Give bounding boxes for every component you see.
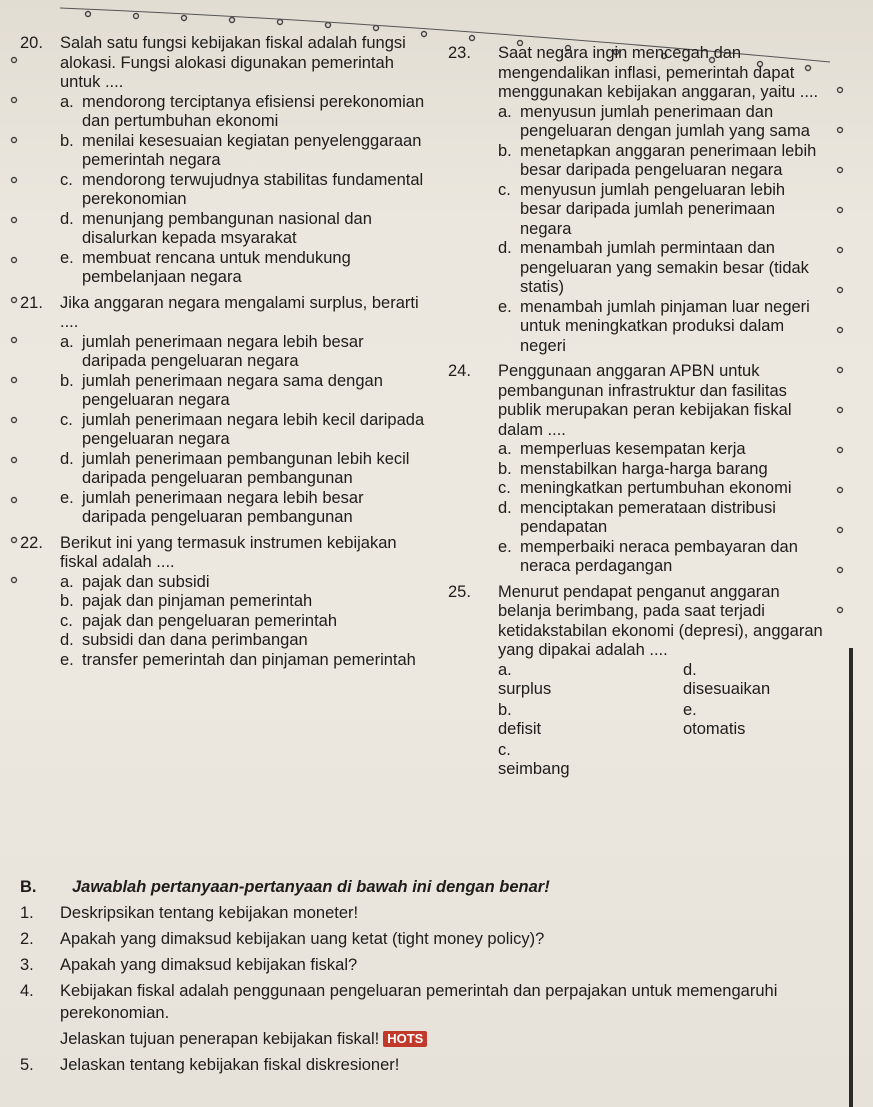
option[interactable]: d. menciptakan pemerataan distribusi pendapatan bbox=[498, 498, 776, 536]
option[interactable]: e. menambah jumlah pinjaman luar negeri untuk meningkatkan produksi dalam negeri bbox=[498, 297, 810, 355]
essay-item: 5. Jelaskan tentang kebijakan fiskal diskresioner! bbox=[20, 1056, 400, 1074]
option[interactable]: c. meningkatkan pertumbuhan ekonomi bbox=[498, 479, 792, 497]
option[interactable]: d. menunjang pembangunan nasional dan disalurkan kepada msyarakat bbox=[60, 209, 372, 247]
option[interactable]: d. menambah jumlah permintaan dan pengeluaran yang semakin besar (tidak statis) bbox=[498, 239, 809, 296]
page-edge-line bbox=[849, 648, 853, 1107]
option[interactable]: a. mendorong terciptanya efisiensi perekonomian dan pertumbuhan ekonomi bbox=[60, 92, 425, 130]
options-grid bbox=[498, 661, 828, 780]
question-21 bbox=[20, 294, 430, 528]
option[interactable]: b. pajak dan pinjaman pemerintah bbox=[60, 592, 313, 610]
option[interactable]: a. jumlah penerimaan negara lebih besar daripada pengeluaran negara bbox=[60, 332, 364, 370]
option[interactable]: a. surplus bbox=[498, 660, 552, 698]
option[interactable]: e. membuat rencana untuk mendukung pembelanjaan negara bbox=[60, 248, 351, 286]
essay-item: Jelaskan tujuan penerapan kebijakan fiskal! HOTS bbox=[20, 1028, 840, 1050]
left-column bbox=[20, 34, 430, 670]
option[interactable]: b. menstabilkan harga-harga barang bbox=[498, 459, 768, 478]
question-number: 25. bbox=[448, 582, 471, 601]
section-title: B. Jawablah pertanyaan-pertanyaan di bawah ini dengan benar! bbox=[20, 878, 550, 896]
option[interactable]: c. pajak dan pengeluaran pemerintah bbox=[60, 611, 338, 630]
option[interactable]: c. seimbang bbox=[498, 740, 570, 778]
question-stem: Jika anggaran negara mengalami surplus, berarti .... bbox=[60, 293, 419, 331]
option[interactable]: e. transfer pemerintah dan pinjaman pemerintah bbox=[60, 650, 416, 669]
section-b bbox=[20, 876, 840, 1076]
option[interactable]: b. menilai kesesuaian kegiatan penyelenggaraan pemerintah negara bbox=[60, 131, 422, 169]
essay-item: 4. Kebijakan fiskal adalah penggunaan pengeluaran pemerintah dan perpajakan untuk memengaruhi perekonomian. bbox=[20, 982, 778, 1022]
essay-item: 1. Deskripsikan tentang kebijakan moneter! bbox=[20, 904, 359, 922]
option[interactable]: a. pajak dan subsidi bbox=[60, 572, 210, 591]
option[interactable]: c. menyusun jumlah pengeluaran lebih besar daripada jumlah penerimaan negara bbox=[498, 180, 786, 238]
hots-badge: HOTS bbox=[383, 1031, 427, 1047]
question-23 bbox=[448, 44, 828, 356]
question-24 bbox=[448, 362, 828, 577]
question-stem: Berikut ini yang termasuk instrumen kebijakan fiskal adalah .... bbox=[60, 533, 397, 571]
option[interactable]: b. defisit bbox=[498, 700, 542, 738]
essay-item: 3. Apakah yang dimaksud kebijakan fiskal? bbox=[20, 956, 358, 974]
question-stem: Saat negara ingin mencegah dan mengendalikan inflasi, pemerintah dapat menggunakan kebijakan anggaran, yaitu .... bbox=[498, 44, 819, 101]
question-stem: Salah satu fungsi kebijakan fiskal adalah fungsi alokasi. Fungsi alokasi digunakan pemerintah untuk .... bbox=[60, 34, 406, 91]
option[interactable]: a. memperluas kesempatan kerja bbox=[498, 440, 746, 458]
option[interactable]: b. menetapkan anggaran penerimaan lebih besar daripada pengeluaran negara bbox=[498, 141, 817, 179]
question-20 bbox=[20, 34, 430, 288]
option[interactable]: e. otomatis bbox=[683, 700, 746, 738]
question-25 bbox=[448, 583, 828, 780]
essay-item: 2. Apakah yang dimaksud kebijakan uang ketat (tight money policy)? bbox=[20, 930, 545, 948]
option[interactable]: c. jumlah penerimaan negara lebih kecil daripada pengeluaran negara bbox=[60, 410, 425, 448]
question-stem: Menurut pendapat penganut anggaran belanja berimbang, pada saat terjadi ketidakstabilan ekonomi (depresi), anggaran yang dipakai adalah .... bbox=[498, 582, 823, 659]
option[interactable]: b. jumlah penerimaan negara sama dengan pengeluaran negara bbox=[60, 371, 383, 409]
question-number: 20. bbox=[20, 34, 43, 52]
question-stem: Penggunaan anggaran APBN untuk pembangunan infrastruktur dan fasilitas publik merupakan peran kebijakan fiskal dalam .... bbox=[498, 362, 792, 439]
question-number: 22. bbox=[20, 533, 43, 552]
option[interactable]: d. subsidi dan dana perimbangan bbox=[60, 631, 308, 649]
option[interactable]: d. jumlah penerimaan pembangunan lebih kecil daripada pengeluaran pembangunan bbox=[60, 449, 410, 487]
option[interactable]: c. mendorong terwujudnya stabilitas fundamental perekonomian bbox=[60, 170, 424, 208]
right-column bbox=[448, 44, 828, 780]
question-number: 21. bbox=[20, 293, 43, 312]
option[interactable]: d. disesuaikan bbox=[683, 660, 771, 698]
question-number: 23. bbox=[448, 44, 471, 62]
option[interactable]: e. memperbaiki neraca pembayaran dan neraca perdagangan bbox=[498, 537, 798, 575]
question-22 bbox=[20, 534, 430, 671]
option[interactable]: a. menyusun jumlah penerimaan dan pengeluaran dengan jumlah yang sama bbox=[498, 102, 810, 140]
question-number: 24. bbox=[448, 362, 471, 380]
option[interactable]: e. jumlah penerimaan negara lebih besar daripada pengeluaran pembangunan bbox=[60, 488, 364, 526]
